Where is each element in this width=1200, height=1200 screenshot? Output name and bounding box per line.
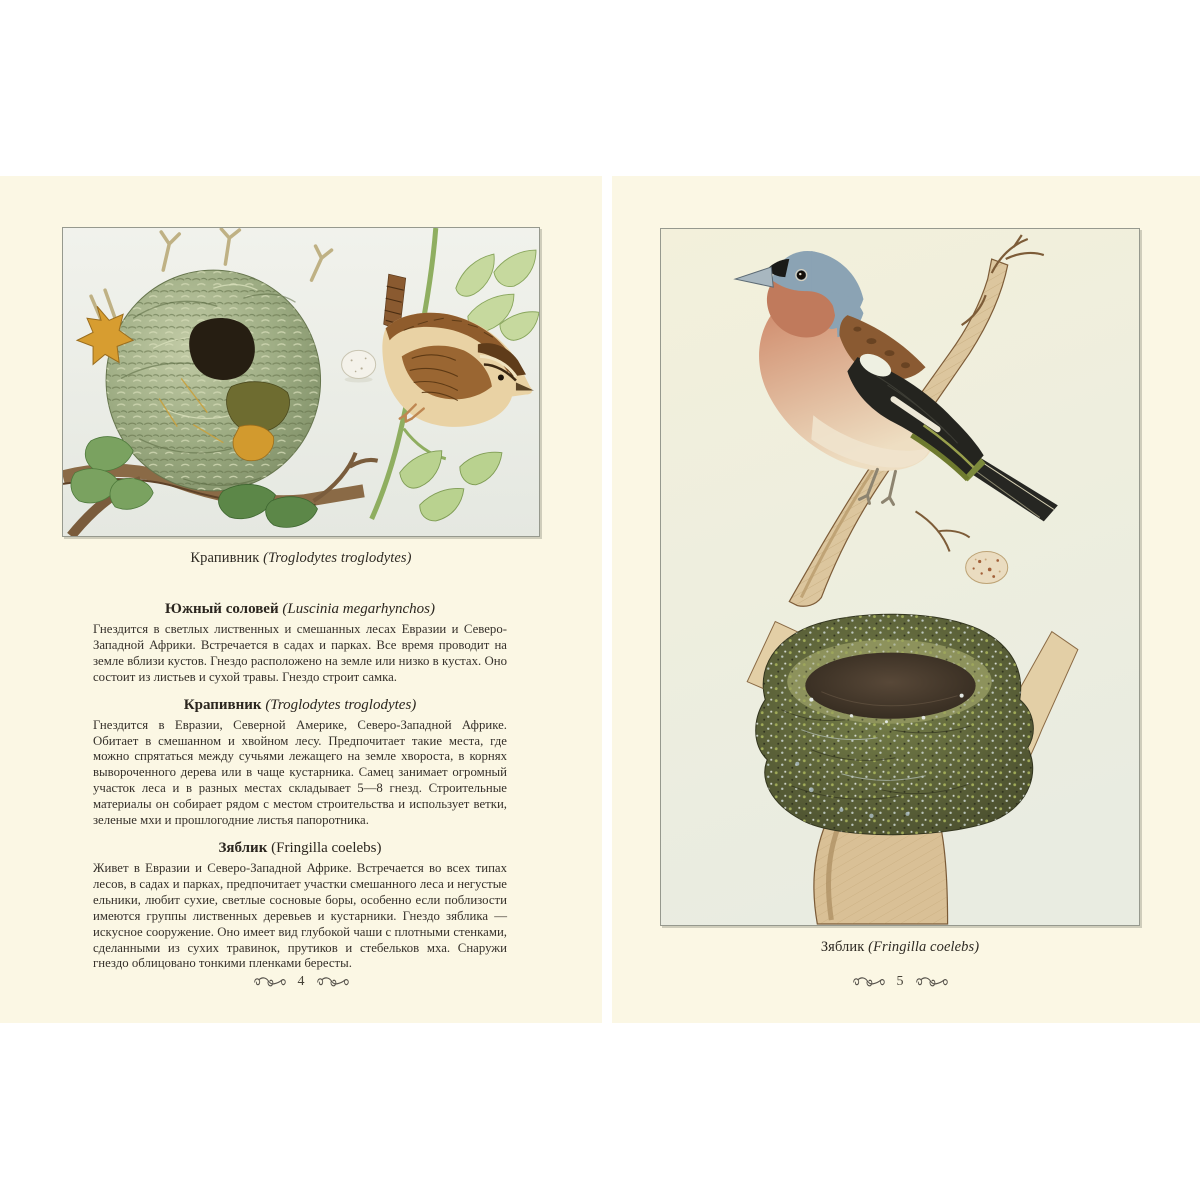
chaffinch-plate <box>660 228 1140 926</box>
plate-caption-chaffinch <box>660 939 1140 956</box>
species-description: Гнездится в Евразии, Северной Америке, Северо-Западной Африке. Обитает в смешанном и хвойном лесу. Предпочитает такие места, где можно спрятаться между сучьями лежащего на земле хвороста, в корнях вывороченного дерева или в чаще кустарника. Самец занимает огромный участок леса и в разных местах складывает 5—8 гнезд. Строительные материалы он собирает рядом с местом строительства и использует ветки, зеленые мхи и прошлогодние листья папоротника. <box>93 717 507 828</box>
chaffinch-egg <box>966 551 1008 583</box>
species-text-column <box>93 600 507 972</box>
scroll-ornament-icon <box>915 976 949 988</box>
species-description: Гнездится в светлых лиственных и смешанных лесах Евразии и Северо-Западной Африки. Встречается в садах и парках. Все время проводит на земле вблизи кустов. Гнездо расположено на земле или низко в кустах. Оно состоит из листьев и сухой травы. Гнездо строит самка. <box>93 622 507 684</box>
wren-nest-plate <box>62 227 540 537</box>
caption-latin-name: (Troglodytes troglodytes) <box>263 550 412 566</box>
caption-species-name: Крапивник <box>190 550 260 566</box>
wren-nest-illustration <box>63 228 539 536</box>
species-description: Живет в Евразии и Северо-Западной Африке. Встречается во всех типах лесов, в садах и парках, предпочитает участки смешанного леса и негустые ельники, любит сухие, светлые сосновые боры, особенно если поблизости имеются группы лиственных деревьев и кустарники. Гнездо зяблика — искусное сооружение. Оно имеет вид глубокой чаши с плотными стенками, сделанными из сухих травинок, прутиков и стебельков мха. Снаружи гнездо облицовано тонкими пленками бересты. <box>93 860 507 971</box>
species-heading: Зяблик (Fringilla coelebs) <box>218 839 382 856</box>
species-heading: Южный соловей (Luscinia megarhynchos) <box>165 601 435 617</box>
page-number: 4 <box>297 974 305 989</box>
caption-latin-name: (Fringilla coelebs) <box>868 939 980 955</box>
chaffinch-illustration <box>661 229 1139 925</box>
page-number: 5 <box>896 974 904 989</box>
scroll-ornament-icon <box>316 976 350 988</box>
species-section-chaffinch <box>93 839 507 972</box>
plate-caption-wren <box>62 550 540 567</box>
wren-eye <box>498 374 504 380</box>
chaffinch-nest <box>756 614 1034 834</box>
page-footer-right <box>660 974 1140 990</box>
caption-species-name: Зяблик <box>820 939 865 955</box>
page-right <box>612 176 1200 1023</box>
nest-cavity <box>805 653 975 719</box>
species-heading: Крапивник (Troglodytes troglodytes) <box>183 696 417 713</box>
wren-nest <box>106 270 320 491</box>
scroll-ornament-icon <box>852 976 886 988</box>
chaffinch-eye <box>797 271 806 280</box>
page-gutter <box>602 176 612 1023</box>
species-section-nightingale <box>93 600 507 686</box>
scroll-ornament-icon <box>253 976 287 988</box>
species-section-wren <box>93 696 507 829</box>
page-left <box>0 176 602 1023</box>
page-footer-left <box>62 974 540 990</box>
open-book-spread <box>0 176 1200 1023</box>
